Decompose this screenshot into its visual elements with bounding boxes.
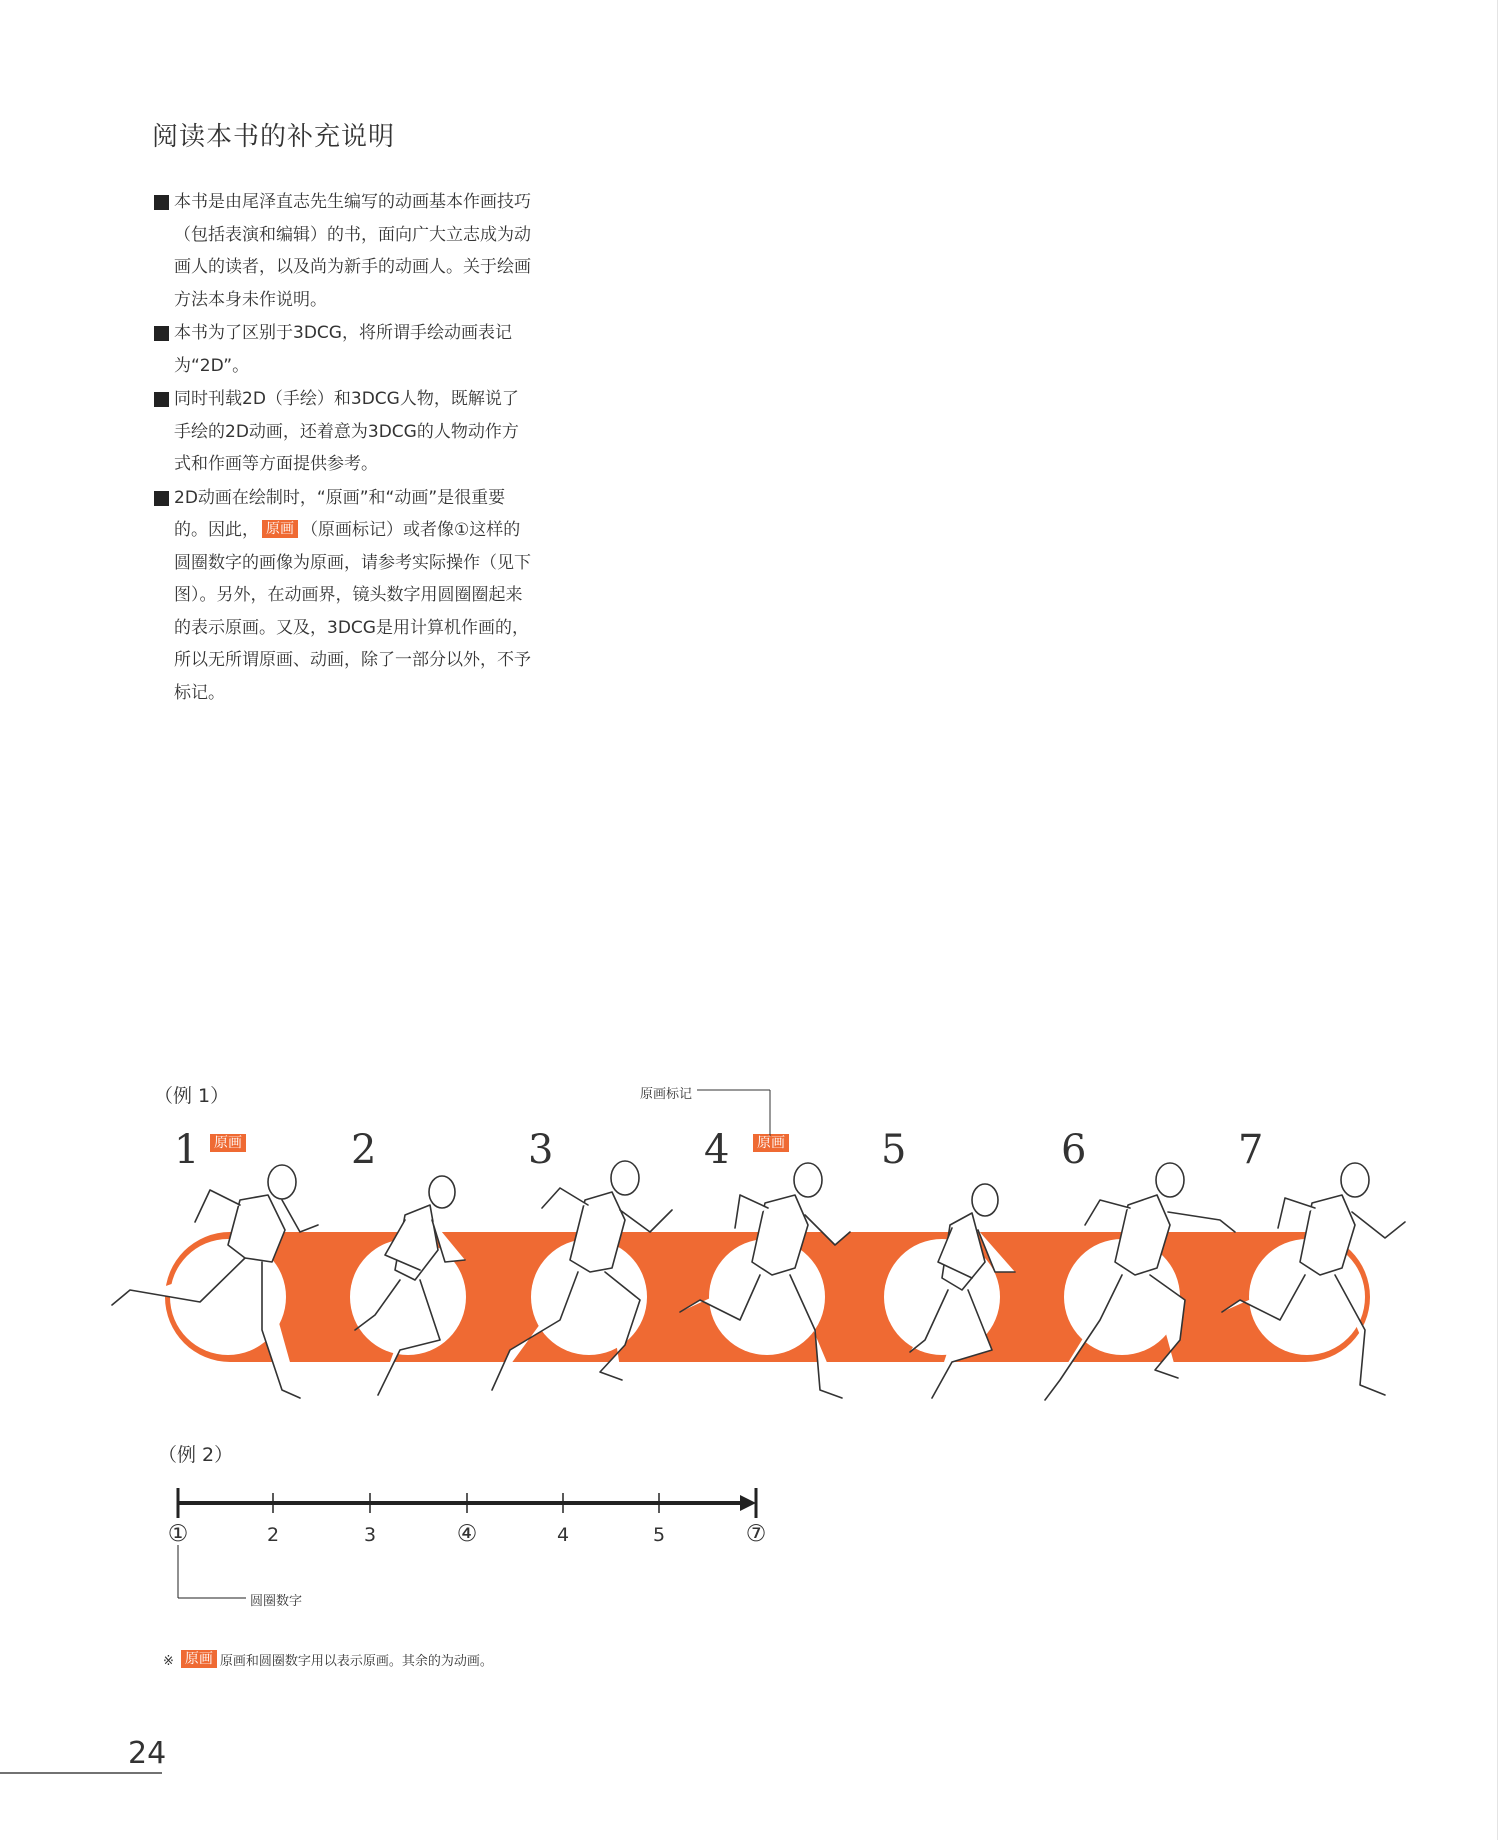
frame-number: 1: [174, 1127, 200, 1173]
footnote: [163, 1650, 493, 1669]
frame-number: 7: [1238, 1127, 1264, 1173]
key-frame-tag: 原画: [753, 1134, 789, 1152]
frame-number: 2: [351, 1127, 377, 1173]
example-2-label: （例 2）: [158, 1444, 234, 1466]
circled-number-callout-label: 圆圈数字: [250, 1594, 303, 1609]
key-frame-callout-label: 原画标记: [640, 1087, 693, 1102]
note-text: 同时刊载2D（手绘）和3DCG人物，既解说了手绘的2D动画，还着意为3DCG的人物动作方式和作画等方面提供参考。: [174, 389, 519, 474]
frame-number: 3: [528, 1127, 554, 1173]
frame-number: 4: [704, 1127, 730, 1173]
frame-number: 6: [1061, 1127, 1087, 1173]
timeline-tick-label: 3: [363, 1524, 377, 1546]
timeline-tick-label: ④: [456, 1521, 478, 1547]
page-number: 24: [128, 1736, 167, 1771]
page-title: 阅读本书的补充说明: [152, 122, 396, 152]
timeline-tick-label: ⑦: [745, 1521, 767, 1547]
example-1-label: （例 1）: [154, 1085, 230, 1107]
note-text: 本书是由尾泽直志先生编写的动画基本作画技巧（包括表演和编辑）的书，面向广大立志成为动画人的读者，以及尚为新手的动画人。关于绘画方法本身未作说明。: [174, 192, 531, 310]
key-frame-tag: 原画: [181, 1650, 217, 1668]
footnote-mark: ※: [163, 1654, 174, 1669]
note-text: 本书为了区别于3DCG，将所谓手绘动画表记为“2D”。: [174, 323, 512, 376]
timeline-tick-label: 2: [266, 1524, 280, 1546]
timeline-tick-label: 5: [652, 1524, 666, 1546]
key-frame-tag: 原画: [262, 520, 298, 538]
timeline-tick-label: 4: [556, 1524, 570, 1546]
note-text-before: 2D动画在绘制时，“原画”和“动画”是很重要的。因此，: [174, 487, 506, 540]
key-frame-tag: 原画: [210, 1134, 246, 1152]
timeline-tick-label: ①: [167, 1521, 189, 1547]
frame-number: 5: [881, 1127, 907, 1173]
footnote-text: 原画和圆圈数字用以表示原画。其余的为动画。: [219, 1654, 493, 1669]
note-text-after: （原画标记）或者像①这样的圆圈数字的画像为原画，请参考实际操作（见下图）。另外，在动画界，镜头数字用圆圈圈起来的表示原画。又及，3DCG是用计算机作画的，所以无所谓原画、动画，除了一部分以外，不予标记。: [174, 520, 531, 703]
